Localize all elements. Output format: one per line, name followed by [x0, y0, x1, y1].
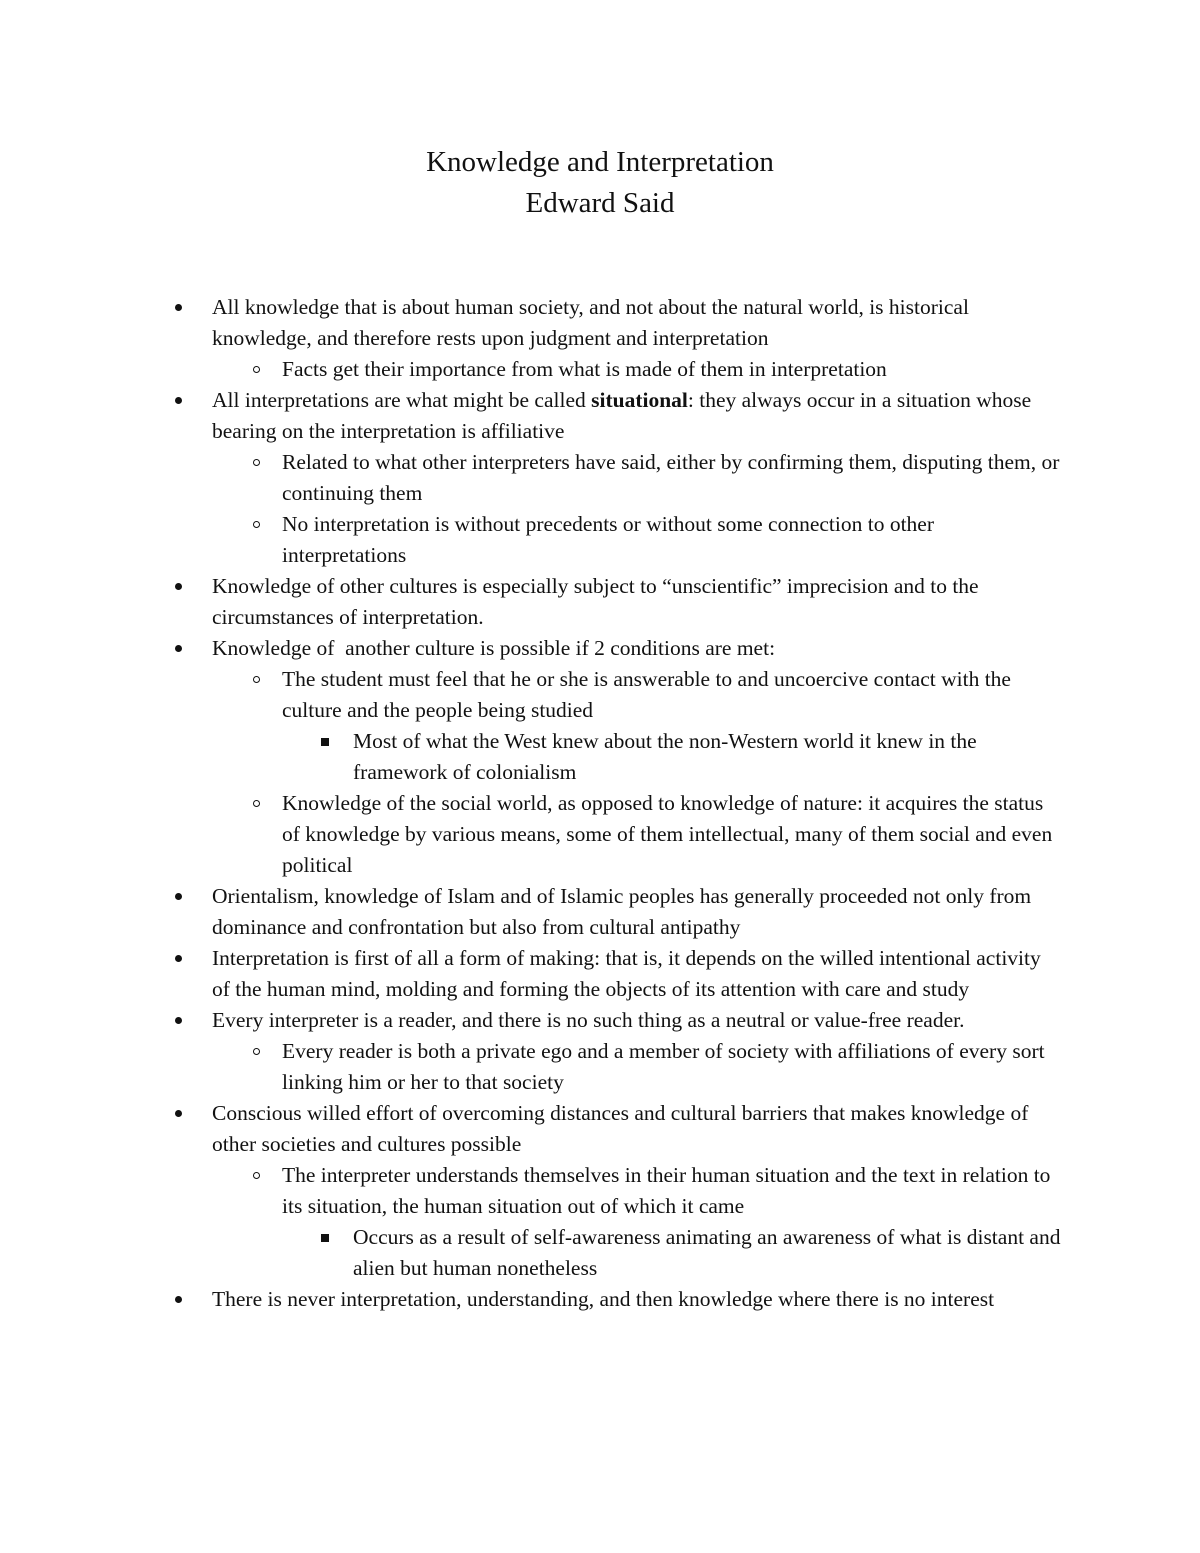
- filled-circle-bullet-icon: [170, 292, 186, 323]
- hollow-circle-bullet-icon: [248, 788, 264, 819]
- filled-circle-bullet-icon: [170, 943, 186, 974]
- hollow-circle-bullet-icon: [248, 447, 264, 478]
- square-bullet-icon: [317, 726, 333, 757]
- list-item-text: Facts get their importance from what is made of them in interpretation: [282, 357, 887, 381]
- square-bullet-icon: [317, 1222, 333, 1253]
- emphasized-term: situational: [591, 388, 688, 412]
- filled-circle-bullet-icon: [170, 633, 186, 664]
- list-item-text: Conscious willed effort of overcoming distances and cultural barriers that makes knowledge of other societies and cultures possible: [212, 1101, 1029, 1156]
- list-item: [0, 664, 1062, 726]
- list-item: [0, 633, 1062, 664]
- document-author: Edward Said: [525, 187, 675, 219]
- list-item-text: Related to what other interpreters have said, either by confirming them, disputing them, or continuing them: [282, 450, 1060, 505]
- list-item: [0, 509, 1062, 571]
- list-item-text: The student must feel that he or she is answerable to and uncoercive contact with the culture and the people being studied: [282, 667, 1011, 722]
- filled-circle-bullet-icon: [170, 881, 186, 912]
- list-item: [0, 354, 1062, 385]
- hollow-circle-bullet-icon: [248, 1160, 264, 1191]
- list-item: [0, 1284, 1062, 1315]
- list-item-text: The interpreter understands themselves in their human situation and the text in relation to its situation, the human situation out of which it came: [282, 1163, 1051, 1218]
- list-item-text: There is never interpretation, understanding, and then knowledge where there is no interest: [212, 1287, 995, 1311]
- list-item: [0, 447, 1062, 509]
- hollow-circle-bullet-icon: [248, 509, 264, 540]
- list-item: [0, 881, 1062, 943]
- list-item-text: Knowledge of the social world, as opposed to knowledge of nature: it acquires the status of knowledge by various means, some of them intellectual, many of them social and even political: [282, 791, 1053, 877]
- list-item-text: Most of what the West knew about the non-Western world it knew in the framework of colonialism: [353, 729, 977, 784]
- list-item: [0, 1222, 1063, 1284]
- list-item-text: Every interpreter is a reader, and there is no such thing as a neutral or value-free reader.: [212, 1008, 965, 1032]
- list-item: [0, 726, 1063, 788]
- filled-circle-bullet-icon: [170, 385, 186, 416]
- hollow-circle-bullet-icon: [248, 354, 264, 385]
- list-item-text: Knowledge of other cultures is especially subject to “unscientific” imprecision and to the circumstances of interpretation.: [212, 574, 979, 629]
- list-item: [0, 1160, 1062, 1222]
- document-title: Knowledge and Interpretation: [426, 146, 774, 178]
- list-item: [0, 292, 1062, 354]
- list-item-text: Interpretation is first of all a form of making: that is, it depends on the willed intentional activity of the human mind, molding and forming the objects of its attention with care and study: [212, 946, 1041, 1001]
- filled-circle-bullet-icon: [170, 1005, 186, 1036]
- notes-list: [0, 292, 1200, 1315]
- list-item-text: All interpretations are what might be called situational: they always occur in a situation whose bearing on the interpretation is affiliative: [212, 388, 1032, 443]
- list-item: [0, 788, 1062, 881]
- list-item: [0, 1005, 1062, 1036]
- list-item: [0, 1098, 1062, 1160]
- list-item-text: Orientalism, knowledge of Islam and of Islamic peoples has generally proceeded not only from dominance and confrontation but also from cultural antipathy: [212, 884, 1032, 939]
- list-item: [0, 385, 1062, 447]
- filled-circle-bullet-icon: [170, 571, 186, 602]
- title-block: [0, 142, 1200, 224]
- filled-circle-bullet-icon: [170, 1284, 186, 1315]
- list-item-text: No interpretation is without precedents or without some connection to other interpretations: [282, 512, 935, 567]
- list-item: [0, 1036, 1062, 1098]
- list-item: [0, 943, 1062, 1005]
- list-item-text: Every reader is both a private ego and a member of society with affiliations of every sort linking him or her to that society: [282, 1039, 1045, 1094]
- hollow-circle-bullet-icon: [248, 1036, 264, 1067]
- list-item: [0, 571, 1062, 633]
- list-item-text: Occurs as a result of self-awareness animating an awareness of what is distant and alien but human nonetheless: [353, 1225, 1061, 1280]
- filled-circle-bullet-icon: [170, 1098, 186, 1129]
- hollow-circle-bullet-icon: [248, 664, 264, 695]
- list-item-text: Knowledge of another culture is possible if 2 conditions are met:: [212, 636, 776, 660]
- list-item-text: All knowledge that is about human society, and not about the natural world, is historical knowledge, and therefore rests upon judgment and interpretation: [212, 295, 969, 350]
